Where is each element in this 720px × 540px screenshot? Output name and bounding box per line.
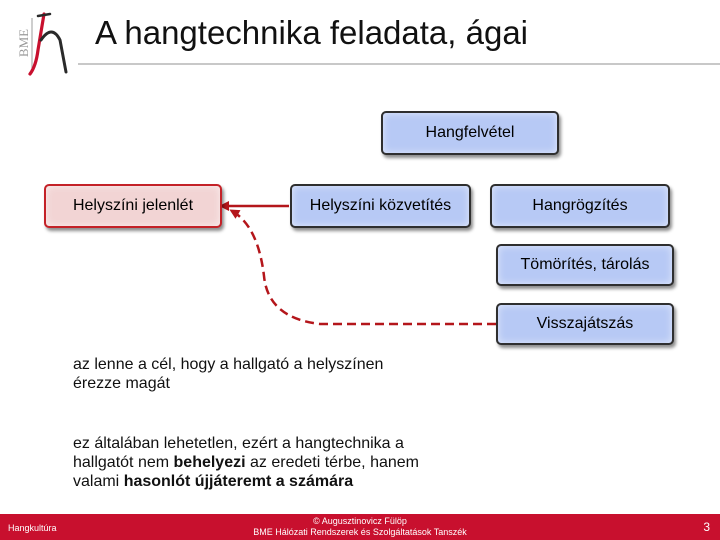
bme-logo-text: BME — [16, 28, 31, 58]
box-helyszini-kozvetites: Helyszíni közvetítés — [290, 184, 471, 228]
title-divider — [78, 63, 720, 65]
text-segment: valami — [73, 473, 124, 490]
footer-bar — [0, 514, 720, 540]
box-hangfelvetel: Hangfelvétel — [381, 111, 559, 155]
footer-course: Hangkultúra — [8, 523, 57, 533]
text-segment: az eredeti térbe, hanem — [245, 454, 419, 471]
page-number: 3 — [703, 520, 710, 534]
emphasis-hasonlot: hasonlót újjáteremt a számára — [123, 473, 354, 490]
paragraph-reality-line2 — [73, 453, 419, 472]
box-visszajatszas: Visszajátszás — [496, 303, 674, 345]
box-helyszini-jelenlet: Helyszíni jelenlét — [44, 184, 222, 228]
box-hangrogzites: Hangrögzítés — [490, 184, 670, 228]
page-title: A hangtechnika feladata, ágai — [95, 14, 529, 51]
text-segment: hallgatót nem — [73, 454, 174, 471]
footer-credits — [0, 516, 720, 538]
bme-logo-icon — [8, 10, 78, 76]
paragraph-goal-line1: az lenne a cél, hogy a hallgató a helyszínen — [73, 356, 384, 373]
paragraph-reality-line1: ez általában lehetetlen, ezért a hangtechnika a — [73, 435, 404, 452]
paragraph-reality — [73, 434, 419, 491]
footer-department: BME Hálózati Rendszerek és Szolgáltatások Tanszék — [253, 527, 467, 537]
paragraph-reality-line3 — [73, 472, 419, 491]
footer-copyright: © Augusztinovicz Fülöp — [313, 516, 407, 526]
paragraph-goal-line2: érezze magát — [73, 375, 170, 392]
emphasis-behelyezi: behelyezi — [173, 454, 246, 471]
paragraph-goal — [73, 355, 383, 393]
box-tomorites-tarolas: Tömörítés, tárolás — [496, 244, 674, 286]
